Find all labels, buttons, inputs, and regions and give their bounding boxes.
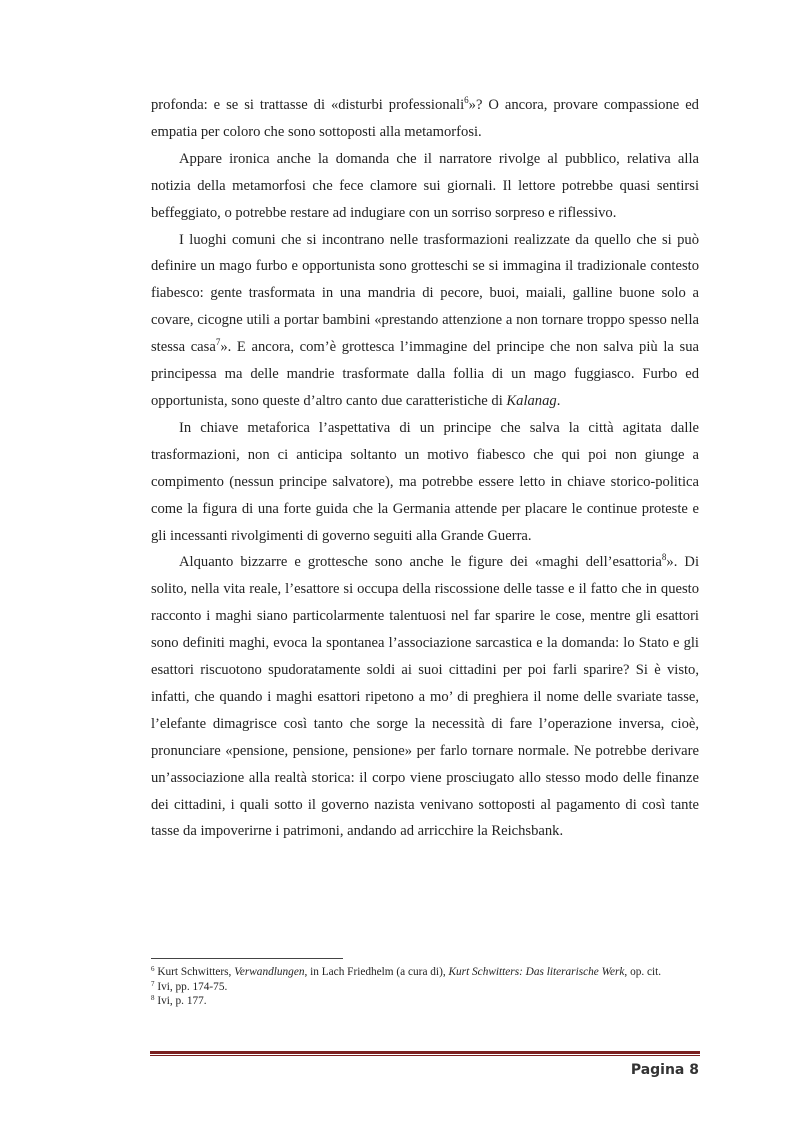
footnote-ref-8[interactable]: 8 xyxy=(661,552,667,563)
footnote-8: $^8$ Ivi, p. 177. xyxy=(151,994,207,1007)
paragraph-3: I luoghi comuni che si incontrano nelle trasformazioni realizzate da quello che si può definire un mago furbo e opportunista sono grotteschi se si immagina il tradizionale contesto fiabesco: gente trasformata in una mandria di pecore, buoi, maiali, galline buone solo a covare, cicogne utili a portar bambini «prestando attenzione a non tornare troppo spesso nella stessa casa$^7$». E ancora, com’è grottesca l’immagine del principe che non salva più la sua principessa ma delle mandrie trasformate dalla follia di un mago fuggiasco. Furbo ed opportunista, sono queste d’altro canto due caratteristiche di Kalanag. xyxy=(151,231,699,409)
footer-rule xyxy=(150,1051,700,1056)
page-number: Pagina 8 xyxy=(630,1062,699,1078)
paragraph-2: Appare ironica anche la domanda che il narratore rivolge al pubblico, relativa alla notizia della metamorfosi che fece clamore sui giornali. Il lettore potrebbe quasi sentirsi beffeggiato, o potrebbe restare ad indugiare con un sorriso sorpreso e riflessivo. xyxy=(151,150,699,221)
paragraph-1: profonda: e se si trattasse di «disturbi professionali$^6$»? O ancora, provare compassione ed empatia per coloro che sono sottoposti alla metamorfosi. xyxy=(151,95,699,140)
footnote-7: $^7$ Ivi, pp. 174-75. xyxy=(151,979,228,993)
body-text xyxy=(151,92,699,845)
paragraph-4: In chiave metaforica l’aspettativa di un principe che salva la città agitata dalle trasformazioni, non ci anticipa soltanto un motivo fiabesco che qui poi non giunge a compimento (nessun principe salvatore), ma potrebbe essere letto in chiave storico-politica come la figura di una forte guida che la Germania attende per placare le continue proteste e gli incessanti rivolgimenti di governo seguiti alla Grande Guerra. xyxy=(151,419,699,544)
footnote-6: $^6$ Kurt Schwitters, Verwandlungen, in Lach Friedhelm (a cura di), Kurt Schwitters: Das literarische Werk, op. cit. xyxy=(151,965,662,978)
footnote-ref-6[interactable]: 6 xyxy=(464,95,469,105)
footnote-separator xyxy=(151,958,343,959)
footnotes xyxy=(151,965,699,1009)
paragraph-5: Alquanto bizzarre e grottesche sono anche le figure dei «maghi dell’esattoria$^8$». Di solito, nella vita reale, l’esattore si occupa della riscossione delle tasse e il fatto che in questo racconto i maghi siano particolarmente talentuosi nel far sparire le cose, mentre gli esattori sono definiti maghi, evoca la spontanea l’associazione sarcastica e la domanda: lo Stato e gli esattori riscuotono spudoratamente soldi ai suoi cittadini per poi farli sparire? Si è visto, infatti, che quando i maghi esattori ripetono a mo’ di preghiera il nome delle svariate tasse, l’elefante dimagrisce così tanto che sorge la necessità di fare l’operazione inversa, cioè, pronunciare «pensione, pensione, pensione» per farlo tornare normale. Ne potrebbe derivare un’associazione alla realtà storica: il corpo viene prosciugato allo stesso modo delle finanze dei cittadini, i quali sotto il governo nazista venivano sottoposti al pagamento di così tante tasse da impoverirne i patrimoni, andando ad arricchire la Reichsbank. xyxy=(151,552,700,840)
title-kalanag: Kalanag xyxy=(506,392,557,409)
footnote-ref-7[interactable]: 7 xyxy=(215,337,221,348)
